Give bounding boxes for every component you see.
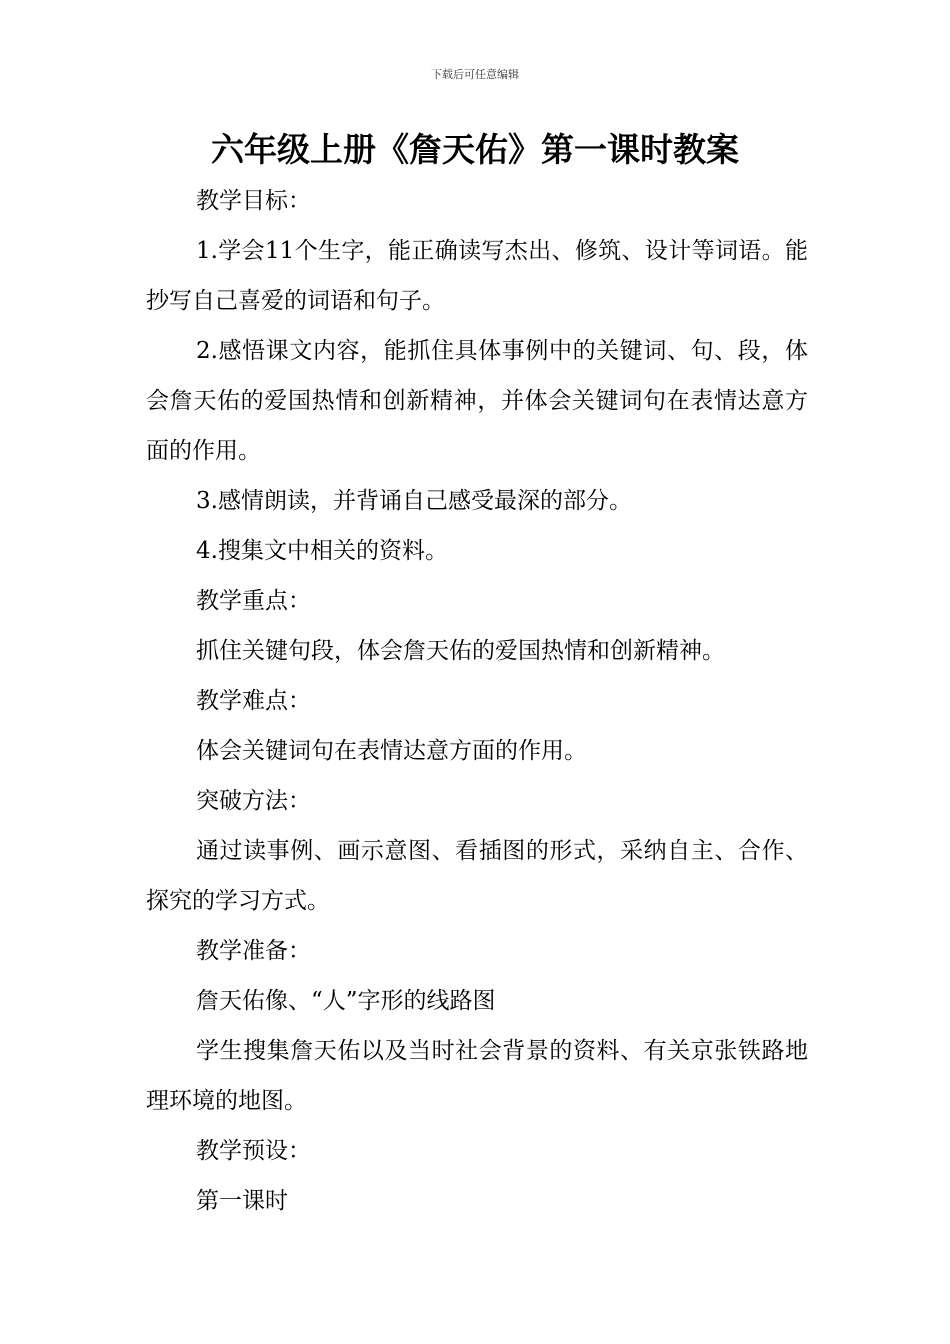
heading-key-points: 教学重点： [196, 588, 311, 614]
key-points-text: 抓住关键句段，体会詹天佑的爱国热情和创新精神。 [196, 638, 725, 664]
heading-difficulties: 教学难点： [196, 688, 311, 714]
difficulties-text: 体会关键词句在表情达意方面的作用。 [196, 738, 587, 764]
heading-methods: 突破方法： [196, 788, 311, 814]
preparation-item-2: 学生搜集詹天佑以及当时社会背景的资料、有关京张铁路地理环境的地图。 [146, 1038, 808, 1114]
objective-3: 3.感情朗读，并背诵自己感受最深的部分。 [196, 488, 632, 514]
plan-first-lesson: 第一课时 [196, 1188, 288, 1214]
methods-text: 通过读事例、画示意图、看插图的形式，采纳自主、合作、探究的学习方式。 [146, 838, 808, 914]
heading-plan: 教学预设： [196, 1138, 311, 1164]
header-note: 下载后可任意编辑 [431, 68, 519, 81]
objective-4: 4.搜集文中相关的资料。 [196, 538, 448, 564]
preparation-item-1: 詹天佑像、“人”字形的线路图 [196, 988, 496, 1014]
heading-preparation: 教学准备： [196, 938, 311, 964]
objective-2: 2.感悟课文内容，能抓住具体事例中的关键词、句、段，体会詹天佑的爱国热情和创新精神，并体会关键词句在表情达意方面的作用。 [146, 338, 808, 464]
objective-1: 1.学会11个生字，能正确读写杰出、修筑、设计等词语。能抄写自己喜爱的词语和句子。 [146, 238, 808, 314]
document-title: 六年级上册《詹天佑》第一课时教案 [211, 130, 739, 169]
heading-objectives: 教学目标： [196, 188, 311, 214]
document-body [146, 176, 808, 1226]
